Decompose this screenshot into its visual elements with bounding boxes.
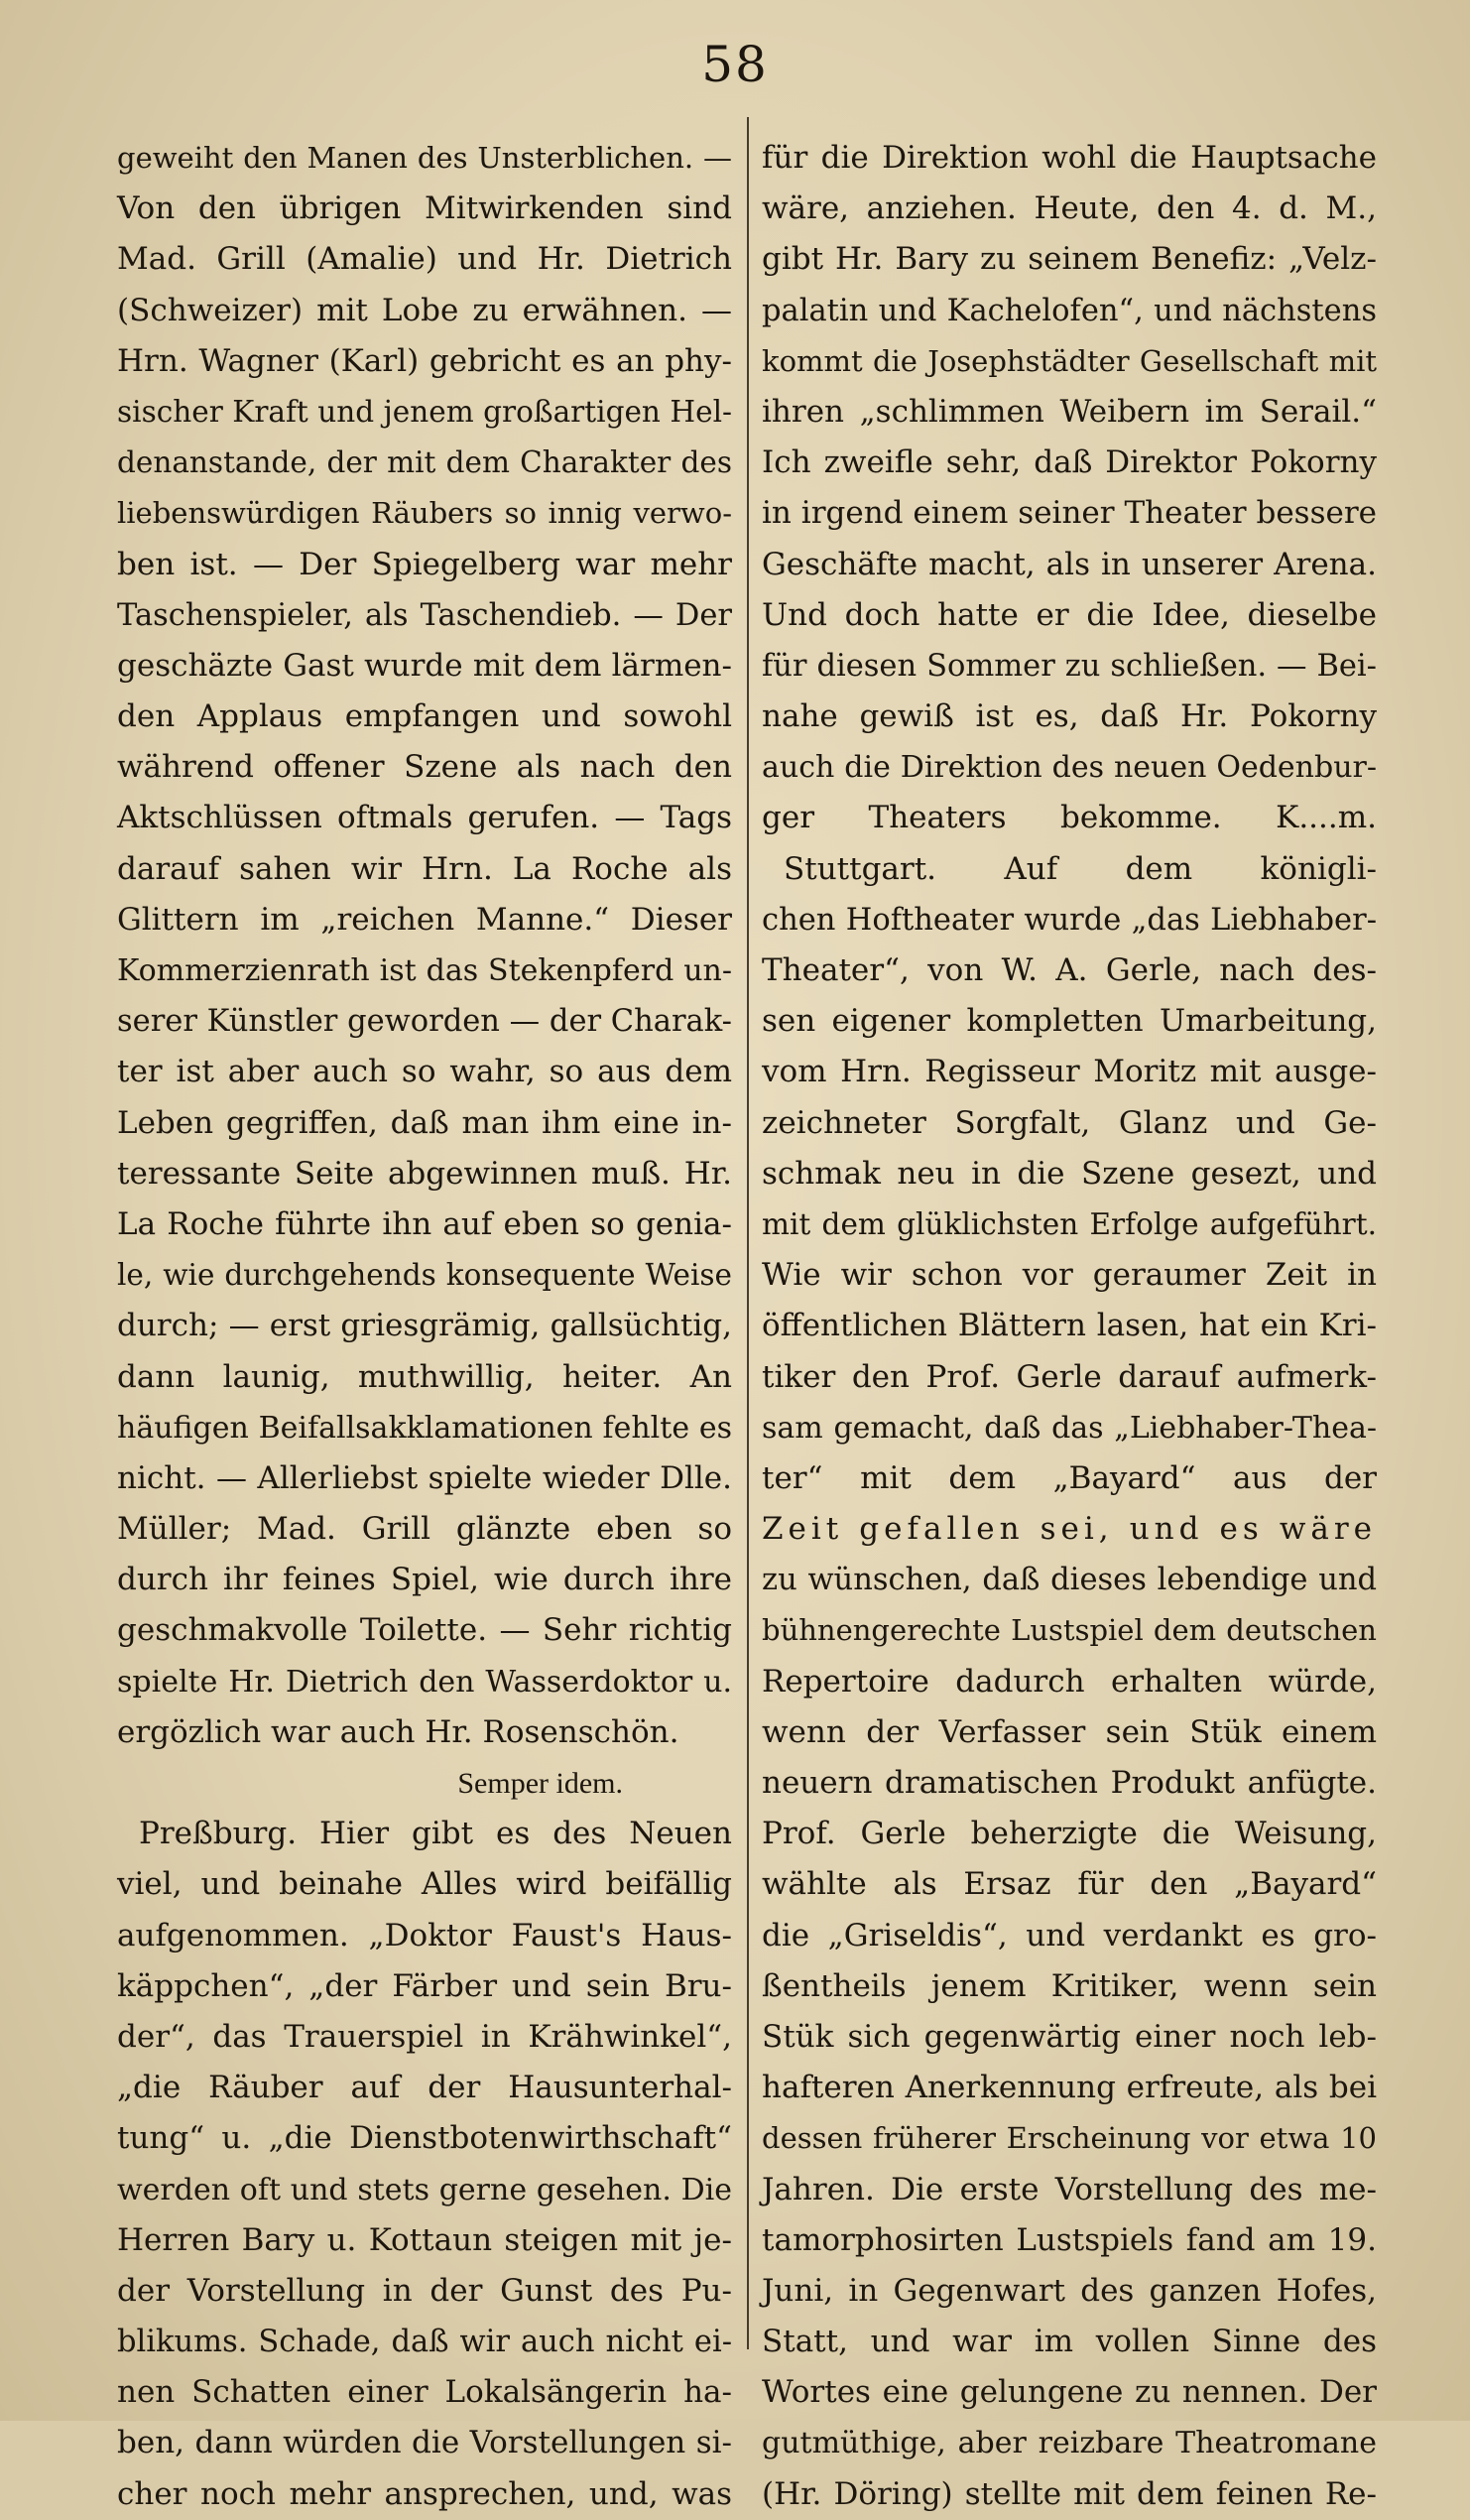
text-line: Theater“, von W. A. Gerle, nach des- (762, 952, 1377, 988)
text-line: dessen früherer Erscheinung vor etwa 10 (762, 2121, 1377, 2156)
text-line: serer Künstler geworden — der Charak- (117, 1004, 732, 1040)
text-line: aufgenommen. „Doktor Faust's Haus- (117, 1917, 732, 1953)
text-line: Von den übrigen Mitwirkenden sind (117, 190, 732, 227)
text-line: Taschenspieler, als Taschendieb. — Der (117, 597, 732, 633)
text-line: sam gemacht, daß das „Liebhaber-Thea- (762, 1410, 1377, 1446)
text-line: denanstande, der mit dem Charakter des (117, 445, 732, 480)
text-line: öffentlichen Blättern lasen, hat ein Kri- (762, 1308, 1377, 1344)
text-line: (Schweizer) mit Lobe zu erwähnen. — (117, 292, 732, 328)
text-line: nahe gewiß ist es, daß Hr. Pokorny (762, 698, 1377, 735)
text-line: wählte als Ersaz für den „Bayard“ (762, 1866, 1377, 1903)
text-line: vom Hrn. Regisseur Moritz mit ausge- (762, 1054, 1377, 1090)
text-line: geschäzte Gast wurde mit dem lärmen- (117, 647, 732, 684)
text-line: Wortes eine gelungene zu nennen. Der (762, 2374, 1377, 2411)
text-line: Semper idem. (457, 1767, 623, 1800)
right-column (762, 133, 1377, 2520)
column-divider (747, 117, 749, 2349)
text-line: Repertoire dadurch erhalten würde, (762, 1663, 1377, 1700)
text-line: ergözlich war auch Hr. Rosenschön. (117, 1713, 679, 1750)
text-line: palatin und Kachelofen“, und nächstens (762, 293, 1377, 328)
text-line: schmak neu in die Szene gesezt, und (762, 1155, 1377, 1192)
text-line: dann launig, muthwillig, heiter. An (117, 1358, 732, 1395)
text-line: liebenswürdigen Räubers so innig verwo- (117, 496, 732, 531)
text-line: spielte Hr. Dietrich den Wasserdoktor u. (117, 1664, 732, 1700)
text-line: Glittern im „reichen Manne.“ Dieser (117, 901, 732, 938)
text-line: Preßburg. Hier gibt es des Neuen (139, 1816, 732, 1852)
text-line: nicht. — Allerliebst spielte wieder Dlle. (117, 1459, 732, 1496)
text-line: gibt Hr. Bary zu seinem Benefiz: „Velz- (762, 241, 1377, 278)
text-line: Statt, und war im vollen Sinne des (762, 2324, 1377, 2360)
text-line: Stük sich gegenwärtig einer noch leb- (762, 2018, 1377, 2055)
text-line: ger Theaters bekomme. K....m. (762, 800, 1377, 836)
page-number: 58 (701, 36, 769, 93)
text-line: werden oft und stets gerne gesehen. Die (117, 2172, 732, 2207)
text-line: sischer Kraft und jenem großartigen Hel- (117, 394, 732, 429)
text-line: teressante Seite abgewinnen muß. Hr. (117, 1155, 732, 1192)
text-line: tiker den Prof. Gerle darauf aufmerk- (762, 1358, 1377, 1395)
text-line: für die Direktion wohl die Hauptsache (762, 140, 1377, 176)
text-line: tung“ u. „die Dienstbotenwirthschaft“ (117, 2120, 732, 2157)
text-line: wäre, anziehen. Heute, den 4. d. M., (762, 190, 1377, 227)
text-line: Leben gegriffen, daß man ihm eine in- (117, 1104, 732, 1141)
left-column (117, 133, 732, 2520)
text-line: der“, das Trauerspiel in Krähwinkel“, (117, 2018, 732, 2055)
text-line: auch die Direktion des neuen Oedenbur- (762, 750, 1377, 786)
text-line: sen eigener kompletten Umarbeitung, (762, 1003, 1377, 1040)
text-line: geschmakvolle Toilette. — Sehr richtig (117, 1612, 732, 1649)
text-line: ßentheils jenem Kritiker, wenn sein (762, 1967, 1377, 2004)
text-line: ter“ mit dem „Bayard“ aus der (762, 1459, 1377, 1496)
text-line: Mad. Grill (Amalie) und Hr. Dietrich (117, 241, 732, 278)
text-line: ben, dann würden die Vorstellungen si- (117, 2425, 732, 2461)
text-line: zeichneter Sorgfalt, Glanz und Ge- (762, 1104, 1377, 1141)
text-line: durch; — erst griesgrämig, gallsüchtig, (117, 1308, 732, 1344)
text-line: hafteren Anerkennung erfreute, als bei (762, 2070, 1377, 2106)
text-line: ben ist. — Der Spiegelberg war mehr (117, 546, 732, 582)
text-line: ter ist aber auch so wahr, so aus dem (117, 1054, 732, 1090)
text-line: Müller; Mad. Grill glänzte eben so (117, 1511, 732, 1548)
text-line: zu wünschen, daß dieses lebendige und (762, 1563, 1377, 1598)
text-line: blikums. Schade, daß wir auch nicht ei- (117, 2325, 732, 2360)
text-line: Und doch hatte er die Idee, dieselbe (762, 596, 1377, 633)
text-line: Kommerzienrath ist das Stekenpferd un- (117, 953, 732, 988)
text-line: darauf sahen wir Hrn. La Roche als (117, 850, 732, 887)
text-line: chen Hoftheater wurde „das Liebhaber- (762, 902, 1377, 938)
text-line: ihren „schlimmen Weibern im Serail.“ (762, 393, 1377, 430)
text-line: durch ihr feines Spiel, wie durch ihre (117, 1562, 732, 1598)
text-line: La Roche führte ihn auf eben so genia- (117, 1205, 732, 1242)
text-line: nen Schatten einer Lokalsängerin ha- (117, 2374, 732, 2411)
text-line: gutmüthige, aber reizbare Theatromane (762, 2426, 1377, 2461)
text-line: „die Räuber auf der Hausunterhal- (117, 2070, 732, 2106)
text-line: cher noch mehr ansprechen, und, was (117, 2475, 732, 2512)
text-line: wenn der Verfasser sein Stük einem (762, 1713, 1377, 1750)
text-line: den Applaus empfangen und sowohl (117, 698, 732, 735)
text-line: geweiht den Manen des Unsterblichen. — (117, 141, 732, 175)
text-line: käppchen“, „der Färber und sein Bru- (117, 1967, 732, 2004)
text-line: die „Griseldis“, und verdankt es gro- (762, 1917, 1377, 1953)
text-line: Prof. Gerle beherzigte die Weisung, (762, 1816, 1377, 1852)
text-line: Ich zweifle sehr, daß Direktor Pokorny (762, 444, 1377, 481)
text-line: Stuttgart. Auf dem königli- (784, 850, 1377, 887)
text-line: tamorphosirten Lustspiels fand am 19. (762, 2221, 1377, 2258)
text-line: Jahren. Die erste Vorstellung des me- (762, 2171, 1377, 2207)
text-line: in irgend einem seiner Theater bessere (762, 495, 1377, 532)
text-line: Zeit gefallen sei, und es wäre (762, 1511, 1377, 1548)
text-line: neuern dramatischen Produkt anfügte. (762, 1765, 1377, 1801)
text-line: Juni, in Gegenwart des ganzen Hofes, (762, 2272, 1377, 2309)
text-line: für diesen Sommer zu schließen. — Bei- (762, 648, 1377, 684)
text-line: le, wie durchgehends konsequente Weise (117, 1258, 732, 1293)
text-line: (Hr. Döring) stellte mit dem feinen Re- (762, 2475, 1377, 2512)
text-line: Wie wir schon vor geraumer Zeit in (762, 1257, 1377, 1294)
text-line: mit dem glüklichsten Erfolge aufgeführt. (762, 1206, 1377, 1241)
text-line: während offener Szene als nach den (117, 749, 732, 786)
text-line: Herren Bary u. Kottaun steigen mit je- (117, 2221, 732, 2258)
text-line: bühnengerechte Lustspiel dem deutschen (762, 1613, 1377, 1648)
text-line: viel, und beinahe Alles wird beifällig (117, 1866, 732, 1903)
text-line: Aktschlüssen oftmals gerufen. — Tags (117, 800, 732, 836)
text-line: Hrn. Wagner (Karl) gebricht es an phy- (117, 342, 732, 379)
text-line: Geschäfte macht, als in unserer Arena. (762, 546, 1377, 582)
text-line: der Vorstellung in der Gunst des Pu- (117, 2272, 732, 2309)
text-line: häufigen Beifallsakklamationen fehlte es (117, 1410, 732, 1446)
text-line: kommt die Josephstädter Gesellschaft mit (762, 343, 1377, 378)
